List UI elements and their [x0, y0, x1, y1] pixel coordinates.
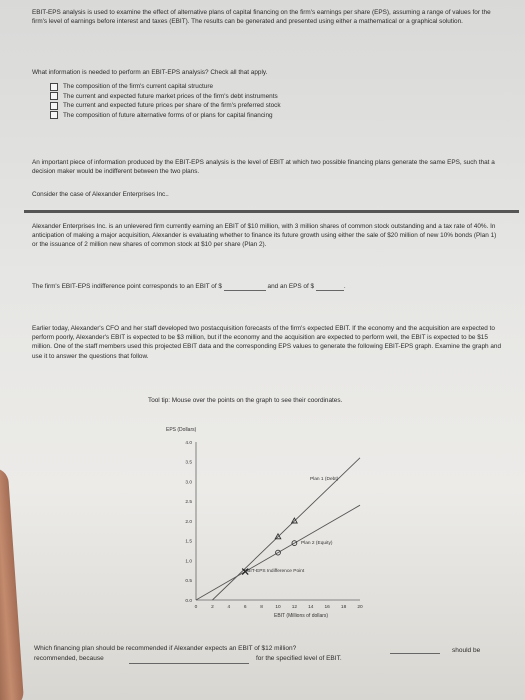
ytick-label: 0.5	[185, 579, 192, 585]
case-text: Alexander Enterprises Inc. is an unlevered firm currently earning an EBIT of $10 million, with 3 million shares of common stock outstanding and a tax rate of 40%. In anticipation of making a major acquisition, Alexander is evaluating whether to finance its future growth using either the sale of $20 million of new 10% bonds (Plan 1) or the issuance of 2 million new shares of common stock at $10 per share (Plan 2).	[32, 223, 497, 249]
ebit-eps-chart	[164, 422, 369, 627]
question1-prompt: What information is needed to perform an EBIT-EPS analysis? Check all that apply.	[32, 69, 268, 76]
option-debt-prices[interactable]: The current and expected future market prices of the firm's debt instruments	[50, 92, 520, 102]
ytick-label: 1.5	[185, 539, 192, 545]
xtick-label: 0	[194, 605, 198, 610]
xtick-label: 2	[211, 605, 214, 610]
eps-answer-field[interactable]	[316, 283, 344, 291]
plan2-equity-line	[196, 505, 360, 600]
xtick-label: 8	[260, 605, 263, 610]
ytick-label: 2.5	[185, 500, 192, 506]
plan1-label: Plan 1 (Debt)	[310, 477, 339, 482]
option-preferred-prices[interactable]: The current and expected future prices per share of the firm's preferred stock	[50, 101, 520, 111]
plan2-label: Plan 2 (Equity)	[301, 541, 333, 546]
reason-answer-field[interactable]	[129, 656, 249, 664]
chart-ylabel: EPS (Dollars)	[166, 427, 197, 433]
chart-ytick-labels	[185, 440, 192, 604]
xtick-label: 18	[340, 605, 347, 610]
ytick-label: 1.0	[185, 559, 192, 565]
ytick-label: 3.5	[185, 460, 192, 466]
ytick-label: 3.0	[185, 480, 192, 486]
final-question: Which financing plan should be recommended if Alexander expects an EBIT of $12 million? should be recommended, because for the specified level of EBIT.	[34, 645, 481, 662]
question1-options	[50, 82, 520, 120]
xtick-label: 12	[291, 605, 298, 610]
chart-axes	[196, 442, 360, 600]
section-divider	[24, 210, 519, 213]
checkbox[interactable]	[50, 102, 58, 110]
indifference-question: The firm's EBIT-EPS indifference point corresponds to an EBIT of $ and an EPS of $ .	[32, 283, 346, 290]
chart-xtick-labels	[195, 604, 363, 610]
indifference-label: EBIT-EPS Indifference Point	[244, 569, 305, 574]
option-future-plans[interactable]: The composition of future alternative forms of or plans for capital financing	[50, 111, 520, 121]
consider-text: Consider the case of Alexander Enterprises Inc..	[32, 191, 169, 198]
xtick-label: 14	[308, 605, 314, 610]
chart-xlabel: EBIT (Millions of dollars)	[274, 613, 329, 619]
xtick-label: 20	[357, 605, 363, 610]
xtick-label: 10	[275, 605, 281, 610]
ytick-label: 4.0	[185, 440, 192, 446]
intro-text: EBIT-EPS analysis is used to examine the effect of alternative plans of capital financing on the firm's earnings per share (EPS), assuming a range of values for the firm's level of earnings before interest and taxes (EBIT). The results can be generated and presented using either a mathematical or a graphical solution.	[32, 9, 491, 26]
ebit-answer-field[interactable]	[224, 283, 266, 291]
tooltip-text: Tool tip: Mouse over the points on the graph to see their coordinates.	[148, 397, 343, 404]
ytick-label: 0.0	[185, 598, 192, 604]
xtick-label: 6	[243, 605, 247, 610]
checkbox[interactable]	[50, 111, 58, 119]
checkbox[interactable]	[50, 83, 58, 91]
option-capital-structure[interactable]: The composition of the firm's current capital structure	[50, 82, 520, 92]
earlier-text: Earlier today, Alexander's CFO and her staff developed two postacquisition forecasts of the firm's expected EBIT. If the economy and the acquisition are expected to perform poorly, Alexander's EBIT is expected to be $3 million, but if the economy and the acquisition are expected to perform well, the EBIT is expected to be $15 million. One of the staff members used this projected EBIT data and the corresponding EPS values to generate the following EBIT-EPS graph. Examine the graph and use it to answer the questions that follow.	[32, 325, 502, 360]
xtick-label: 16	[324, 605, 330, 610]
checkbox[interactable]	[50, 92, 58, 100]
finger	[0, 467, 24, 700]
important-text: An important piece of information produced by the EBIT-EPS analysis is the level of EBIT at which two possible financing plans generate the same EPS, such that a decision maker would be indifferent between the two plans.	[32, 159, 495, 176]
xtick-label: 4	[227, 605, 231, 610]
ytick-label: 2.0	[185, 519, 192, 525]
